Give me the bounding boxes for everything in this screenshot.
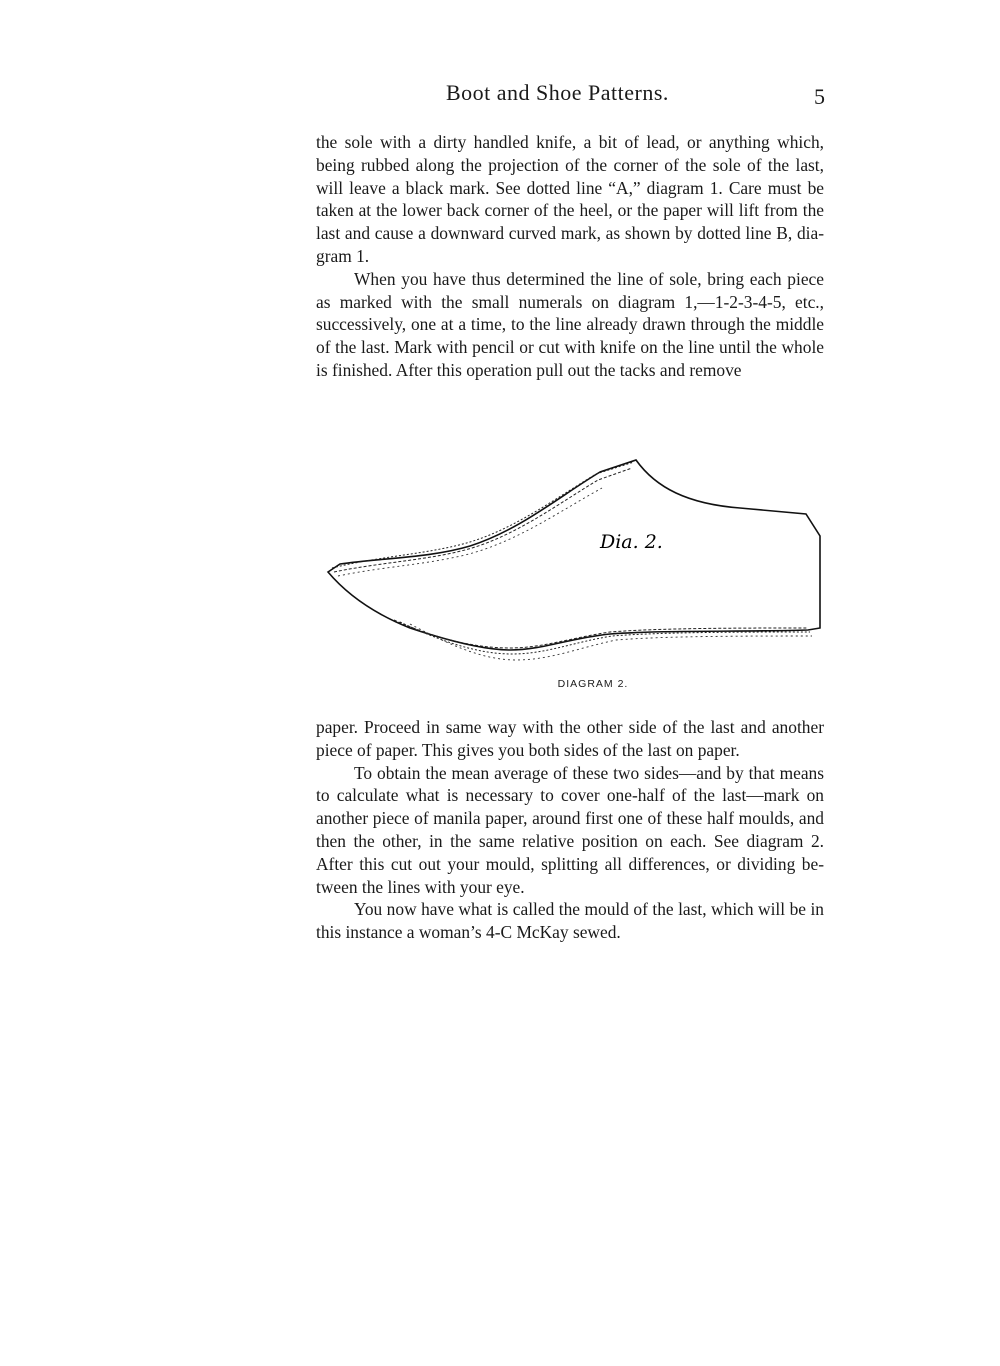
dotted-line-upper-1 [332, 462, 634, 568]
page-number: 5 [814, 84, 825, 109]
text-block-top [316, 131, 824, 382]
paragraph: paper. Proceed in same way with the other side of the last and another piece of paper. This gives you both sides of the last on paper. [316, 717, 824, 760]
dotted-line-upper-3 [338, 488, 602, 576]
dotted-line-upper-2 [334, 468, 632, 572]
paragraph: You now have what is called the mould of the last, which will be in this instance a woman’s 4-C McKay sewed. [316, 899, 824, 943]
mould-outline [328, 460, 820, 650]
paragraph: When you have thus determined the line of sole, bring each piece as marked with the small numerals on diagram 1,—1-2-3-4-5, etc., successively, one at a time, to the line already drawn through the middle of the last. Mark with pencil or cut with knife on the line until the whole is finished. After this operation pull out the tacks and remove [316, 268, 824, 380]
dotted-line-lower-3 [410, 624, 812, 660]
text-block-bottom [316, 716, 824, 944]
diagram-label: Dia. 2. [600, 531, 663, 553]
dotted-line-lower-2 [400, 622, 810, 654]
shoe-mould-diagram [320, 452, 830, 672]
dotted-line-lower-1 [394, 620, 808, 648]
shoe-mould-illustration [320, 452, 830, 672]
figure-caption: DIAGRAM 2. [557, 678, 629, 690]
running-title: Boot and Shoe Patterns. [446, 80, 669, 105]
running-head [318, 80, 828, 110]
paragraph: the sole with a dirty handled knife, a bit of lead, or anything which, being rubbed along the projection of the corner of the sole of the last, will leave a black mark. See dotted line “A,” diagram 1. Care must be taken at the lower back corner of the heel, or the paper will lift from the last and cause a downward curved mark, as shown by dotted line B, diagram 1. [316, 132, 824, 266]
paragraph: To obtain the mean average of these two sides—and by that means to calculate what is necessary to cover one-half of the last—mark on another piece of manila paper, around first one of these half moulds, and then the other, in the same relative position on each. See diagram 2. After this cut out your mould, splitting all differences, or dividing between the lines with your eye. [316, 762, 824, 897]
